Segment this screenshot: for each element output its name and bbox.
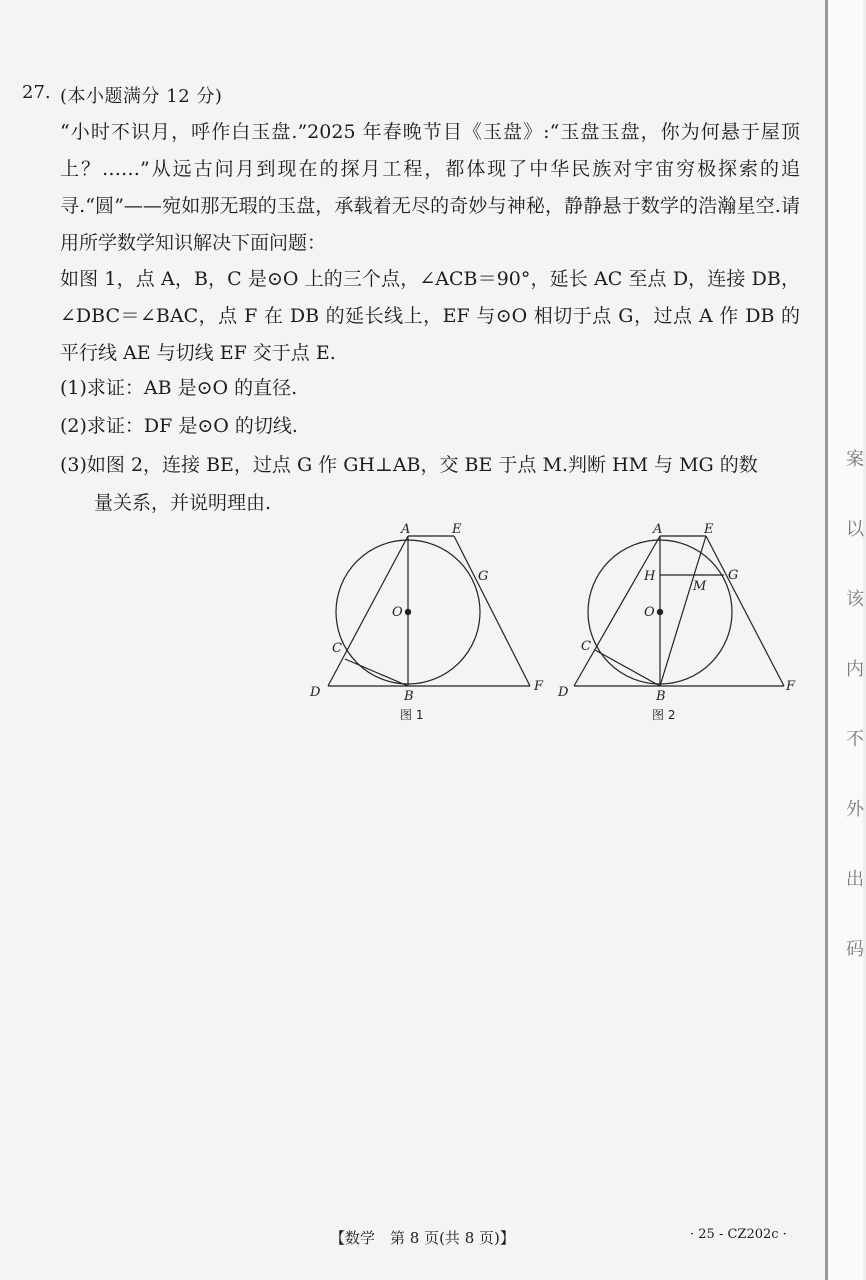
part-3 (60, 446, 800, 522)
fig2-label-A: A (653, 522, 663, 537)
fig2-label-F: F (786, 679, 796, 694)
page-footer: 【数学 第 8 页(共 8 页)】 (330, 1229, 515, 1247)
fig2-label-M: M (693, 579, 707, 594)
figure-2-diagram (552, 520, 802, 704)
figure-2 (552, 520, 802, 722)
margin-char: 以 (846, 519, 864, 540)
part-1: (1)求证：AB 是⊙O 的直径. (60, 377, 298, 399)
fig2-label-G: G (728, 568, 739, 583)
problem-statement: 如图 1，点 A，B，C 是⊙O 上的三个点，∠ACB＝90°，延长 AC 至点 D，连接 DB，∠DBC＝∠BAC，点 F 在 DB 的延长线上，EF 与⊙O 相切于点 G，过点 A 作 DB 的平行线 AE 与切线 EF 交于点 E. (60, 268, 800, 364)
fig2-label-D: D (558, 685, 569, 700)
part-2: (2)求证：DF 是⊙O 的切线. (60, 415, 298, 437)
margin-char: 内 (846, 659, 864, 680)
margin-char: 出 (846, 869, 864, 890)
margin-char: 外 (846, 799, 864, 820)
part-3-line-1: (3)如图 2，连接 BE，过点 G 作 GH⊥AB，交 BE 于点 M.判断 HM 与 MG 的数 (60, 454, 758, 476)
margin-char: 该 (846, 589, 864, 610)
fig1-label-E: E (452, 522, 462, 537)
figure-2-caption: 图 2 (652, 708, 676, 722)
question-header: (本小题满分 12 分) (60, 86, 223, 107)
fig1-label-G: G (478, 569, 489, 584)
fig1-label-F: F (534, 679, 544, 694)
fig2-label-C: C (581, 639, 591, 654)
figure-1-caption: 图 1 (400, 708, 424, 722)
fig1-label-D: D (310, 685, 321, 700)
fig1-label-O: O (392, 605, 403, 620)
fig2-label-B: B (656, 689, 666, 704)
figure-1-diagram (300, 520, 550, 704)
fig1-label-C: C (332, 641, 342, 656)
question-number: 27. (22, 82, 51, 103)
binding-margin-text (842, 425, 864, 960)
intro-paragraph: “小时不识月，呼作白玉盘.”2025 年春晚节目《玉盘》:“玉盘玉盘，你为何悬于屋顶上？……”从远古问月到现在的探月工程，都体现了中华民族对宇宙穷极探索的追寻.“圆”——宛如那无瑕的玉盘，承载着无尽的奇妙与神秘，静静悬于数学的浩瀚星空.请用所学数学知识解决下面问题： (60, 121, 800, 254)
margin-char: 不 (846, 729, 864, 750)
figure-1 (300, 520, 550, 722)
fig2-label-H: H (644, 569, 656, 584)
exam-code: · 25 - CZ202c · (690, 1227, 787, 1242)
margin-char: 码 (846, 939, 864, 960)
fig2-label-E: E (704, 522, 714, 537)
fig2-label-O: O (644, 605, 655, 620)
fig1-label-A: A (401, 522, 411, 537)
part-3-line-2: 量关系，并说明理由. (94, 492, 272, 514)
margin-char: 案 (846, 449, 864, 470)
fig1-label-B: B (404, 689, 414, 704)
